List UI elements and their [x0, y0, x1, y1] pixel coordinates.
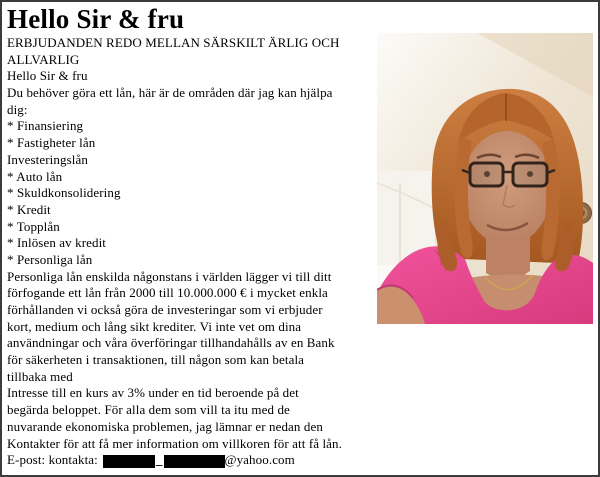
contact-label: E-post: kontakta:: [7, 452, 98, 468]
redacted-separator: _: [155, 452, 163, 468]
text-line: användningar och våra överföringar tillhandahålls av en Bank: [7, 335, 335, 351]
list-item: * Auto lån: [7, 168, 63, 184]
text-line: ALLVARLIG: [7, 51, 80, 67]
text-line: Personliga lån enskilda någonstans i världen lägger vi till ditt: [7, 268, 332, 284]
text-line: Intresse till en kurs av 3% under en tid beroende på det: [7, 385, 299, 401]
text-line: ERBJUDANDEN REDO MELLAN SÄRSKILT ÄRLIG OCH: [7, 35, 340, 50]
text-line: för säkerheten i transaktionen, till någon som kan betala: [7, 352, 305, 368]
intro-paragraph: [7, 85, 379, 118]
text-line: dig:: [7, 101, 28, 117]
text-line: Du behöver göra ett lån, här är de områden där jag kan hjälpa: [7, 85, 333, 101]
list-item: * Personliga lån: [7, 251, 93, 267]
email-domain: @yahoo.com: [224, 452, 295, 468]
text-line: begärda beloppet. För alla dem som vill ta itu med de: [7, 402, 290, 418]
list-item: * Inlösen av kredit: [7, 235, 107, 251]
text-line: tillbaka med: [7, 368, 73, 384]
text-line: nuvarande ekonomiska problemen, jag lämnar er nedan den: [7, 418, 323, 434]
terms-paragraph: [7, 385, 379, 452]
list-item: * Topplån: [7, 218, 60, 234]
text-line: förfogande ett lån från 2000 till 10.000.000 € i mycket enkla: [7, 285, 328, 301]
text-line: förhållanden vi också göra de investeringar som vi erbjuder: [7, 302, 323, 317]
email-body: [7, 4, 379, 469]
subject-line: [7, 35, 379, 68]
list-item: * Skuldkonsolidering: [7, 185, 121, 201]
offer-paragraph: [7, 269, 379, 386]
loan-type-list: [7, 118, 379, 268]
list-item: * Kredit: [7, 201, 51, 217]
redacted-email-block: [103, 455, 155, 468]
page-title: Hello Sir & fru: [7, 4, 185, 34]
greeting-line: Hello Sir & fru: [7, 68, 88, 84]
contact-line: [7, 452, 379, 469]
list-item: * Finansiering: [7, 118, 84, 134]
profile-photo: [377, 33, 593, 324]
redacted-email-block: [164, 455, 225, 468]
text-line: Kontakter för att få mer information om villkoren för att få lån.: [7, 435, 342, 451]
list-item: Investeringslån: [7, 151, 88, 167]
list-item: * Fastigheter lån: [7, 135, 96, 151]
text-line: kort, medium och lång sikt krediter. Vi inte vet om dina: [7, 318, 302, 334]
